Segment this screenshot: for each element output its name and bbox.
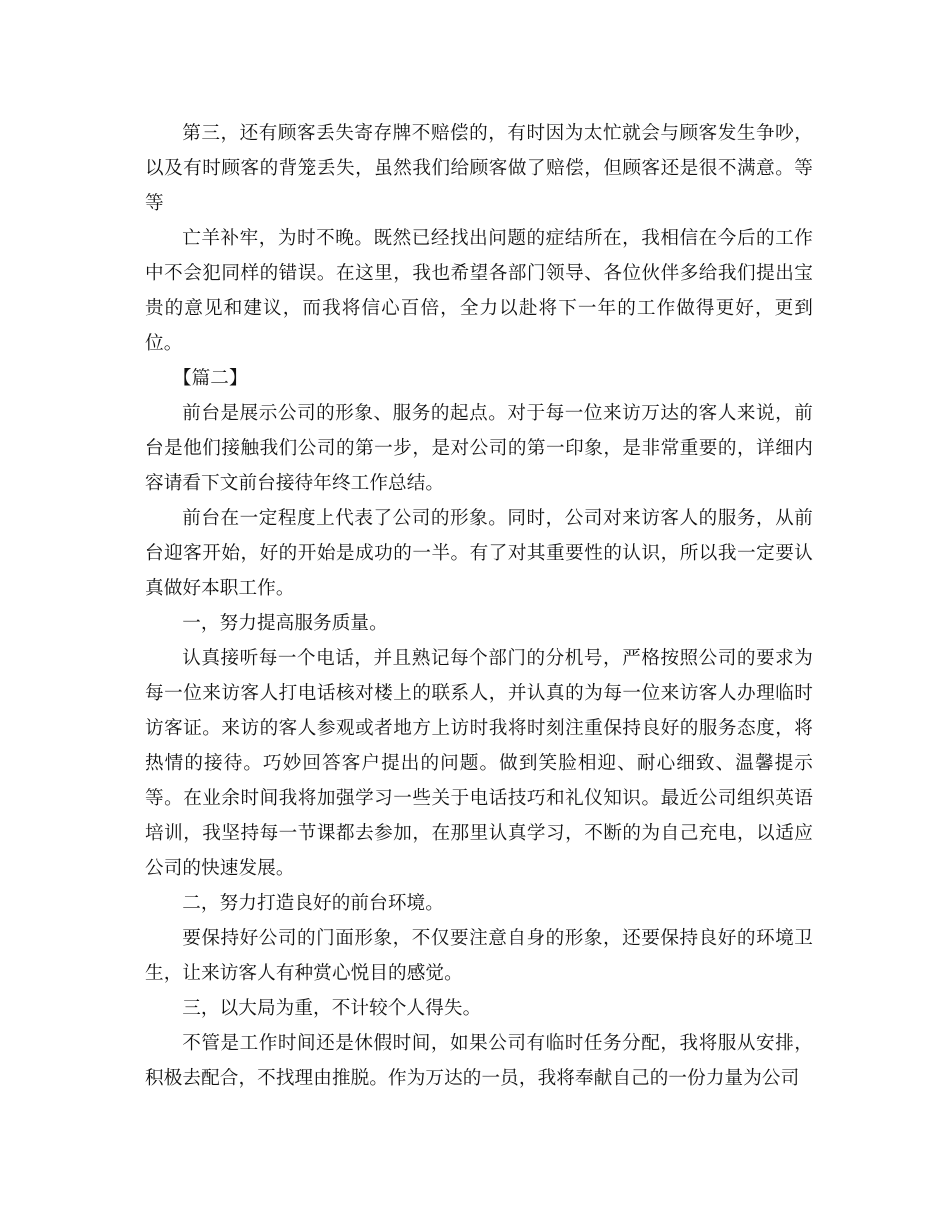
paragraph-remedy: 亡羊补牢，为时不晚。既然已经找出问题的症结所在，我相信在今后的工作中不会犯同样的错误。在这里，我也希望各部门领导、各位伙伴多给我们提出宝贵的意见和建议，而我将信心百倍，全力以赴将下一年的工作做得更好，更到位。 xyxy=(145,228,813,354)
section-heading-part-two: 【篇二】 xyxy=(172,368,248,389)
document-body xyxy=(145,116,813,1096)
paragraph-front-desk-intro: 前台是展示公司的形象、服务的起点。对于每一位来访万达的客人来说，前台是他们接触我们公司的第一步，是对公司的第一印象，是非常重要的，详细内容请看下文前台接待年终工作总结。 xyxy=(145,403,813,494)
point-three-heading: 三，以大局为重，不计较个人得失。 xyxy=(182,998,482,1019)
paragraph-overall-interest: 不管是工作时间还是休假时间，如果公司有临时任务分配，我将服从安排，积极去配合，不找理由推脱。作为万达的一员，我将奉献自己的一份力量为公司 xyxy=(145,1033,813,1089)
paragraph-front-desk-image: 前台在一定程度上代表了公司的形象。同时，公司对来访客人的服务，从前台迎客开始，好的开始是成功的一半。有了对其重要性的认识，所以我一定要认真做好本职工作。 xyxy=(145,508,813,599)
point-two-heading: 二，努力打造良好的前台环境。 xyxy=(182,893,444,914)
paragraph-third-point: 第三，还有顾客丢失寄存牌不赔偿的，有时因为太忙就会与顾客发生争吵，以及有时顾客的背笼丢失，虽然我们给顾客做了赔偿，但顾客还是很不满意。等等 xyxy=(145,123,813,214)
paragraph-service-quality: 认真接听每一个电话，并且熟记每个部门的分机号，严格按照公司的要求为每一位来访客人打电话核对楼上的联系人，并认真的为每一位来访客人办理临时访客证。来访的客人参观或者地方上访时我将时刻注重保持良好的服务态度，将热情的接待。巧妙回答客户提出的问题。做到笑脸相迎、耐心细致、温馨提示等。在业余时间我将加强学习一些关于电话技巧和礼仪知识。最近公司组织英语培训，我坚持每一节课都去参加，在那里认真学习，不断的为自己充电，以适应公司的快速发展。 xyxy=(145,648,813,879)
point-one-heading: 一，努力提高服务质量。 xyxy=(182,613,388,634)
paragraph-environment: 要保持好公司的门面形象，不仅要注意自身的形象，还要保持良好的环境卫生，让来访客人有种赏心悦目的感觉。 xyxy=(145,928,813,984)
